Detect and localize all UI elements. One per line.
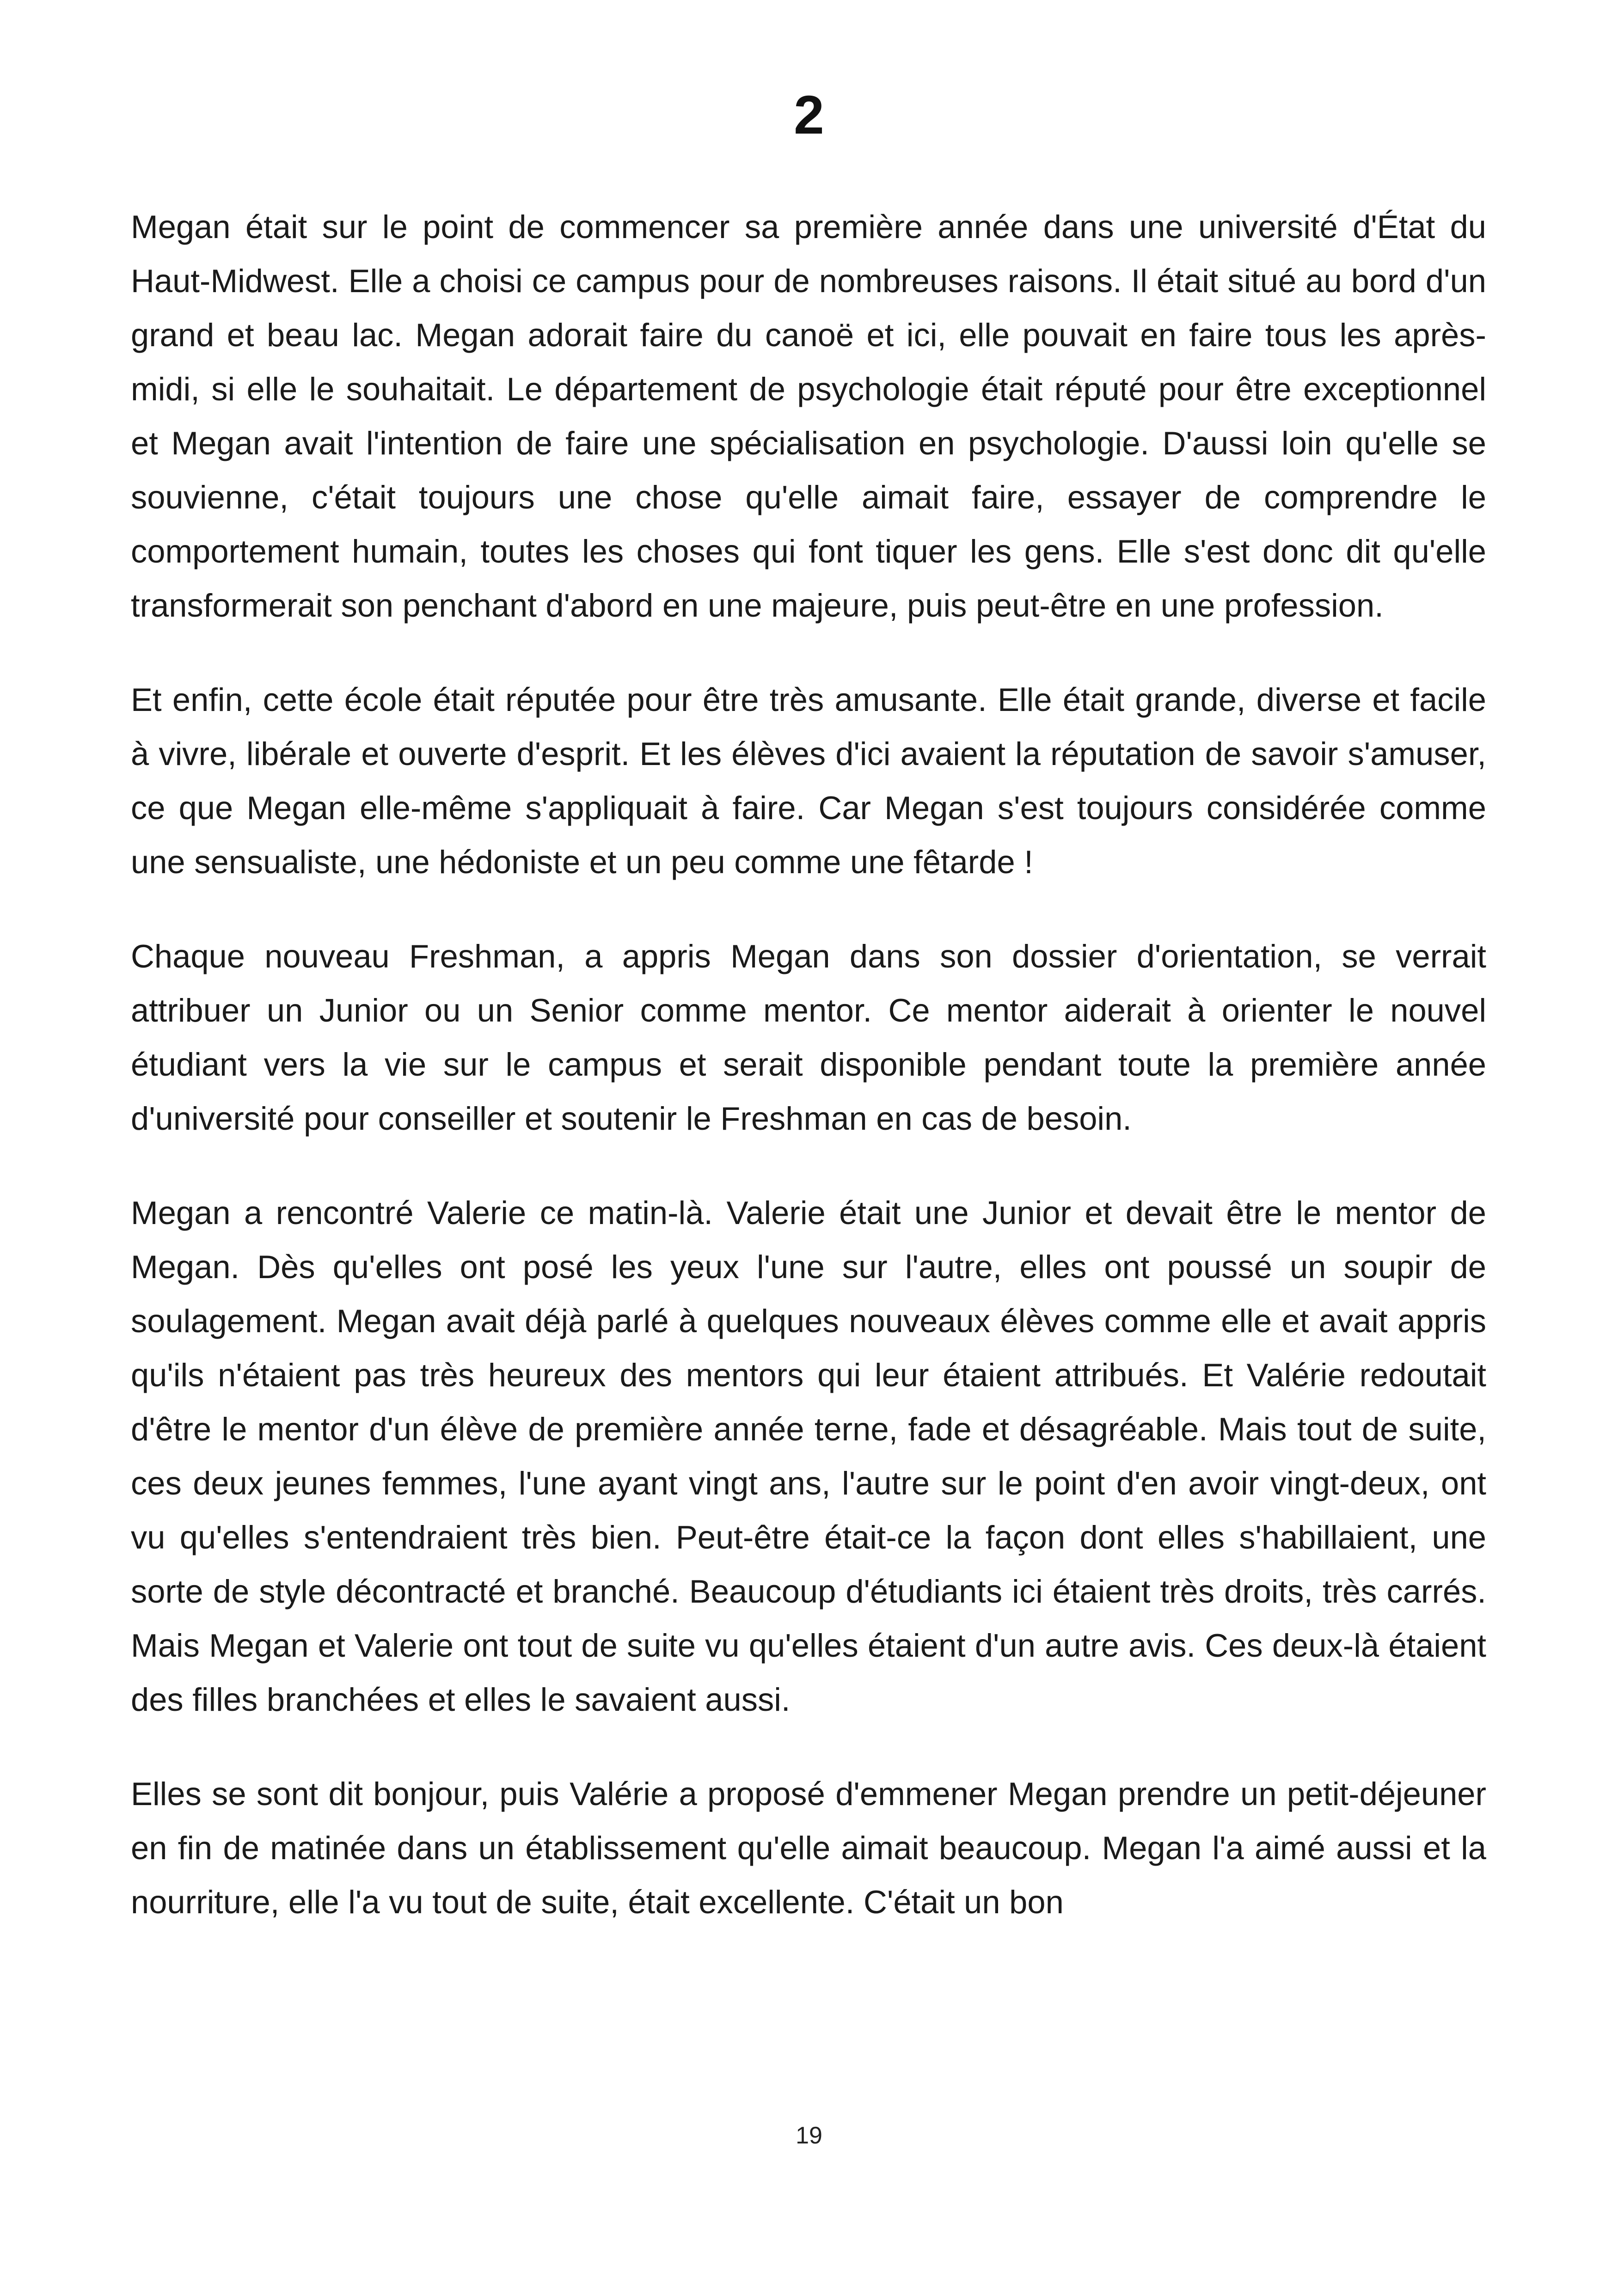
- page-number: 19: [796, 2122, 822, 2149]
- paragraph: Megan était sur le point de commencer sa première année dans une université d'État du Haut-Midwest. Elle a choisi ce campus pour de nombreuses raisons. Il était situé au bord d'un grand et beau lac. Megan adorait faire du canoë et ici, elle pouvait en faire tous les après-midi, si elle le souhaitait. Le département de psychologie était réputé pour être exceptionnel et Megan avait l'intention de faire une spécialisation en psychologie. D'aussi loin qu'elle se souvienne, c'était toujours une chose qu'elle aimait faire, essayer de comprendre le comportement humain, toutes les choses qui font tiquer les gens. Elle s'est donc dit qu'elle transformerait son penchant d'abord en une majeure, puis peut-être en une profession.: [131, 208, 1486, 624]
- paragraph: Megan a rencontré Valerie ce matin-là. Valerie était une Junior et devait être le mentor de Megan. Dès qu'elles ont posé les yeux l'une sur l'autre, elles ont poussé un soupir de soulagement. Megan avait déjà parlé à quelques nouveaux élèves comme elle et avait appris qu'ils n'étaient pas très heureux des mentors qui leur étaient attribués. Et Valérie redoutait d'être le mentor d'un élève de première année terne, fade et désagréable. Mais tout de suite, ces deux jeunes femmes, l'une ayant vingt ans, l'autre sur le point d'en avoir vingt-deux, ont vu qu'elles s'entendraient très bien. Peut-être était-ce la façon dont elles s'habillaient, une sorte de style décontracté et branché. Beaucoup d'étudiants ici étaient très droits, très carrés. Mais Megan et Valerie ont tout de suite vu qu'elles étaient d'un autre avis. Ces deux-là étaient des filles branchées et elles le savaient aussi.: [131, 1194, 1486, 1718]
- paragraph: Chaque nouveau Freshman, a appris Megan dans son dossier d'orientation, se verrait attribuer un Junior ou un Senior comme mentor. Ce mentor aiderait à orienter le nouvel étudiant vers la vie sur le campus et serait disponible pendant toute la première année d'université pour conseiller et soutenir le Freshman en cas de besoin.: [131, 938, 1486, 1137]
- chapter-number: 2: [794, 85, 824, 146]
- body-text: [131, 200, 1486, 1969]
- paragraph: Et enfin, cette école était réputée pour être très amusante. Elle était grande, diverse et facile à vivre, libérale et ouverte d'esprit. Et les élèves d'ici avaient la réputation de savoir s'amuser, ce que Megan elle-même s'appliquait à faire. Car Megan s'est toujours considérée comme une sensualiste, une hédoniste et un peu comme une fêtarde !: [131, 681, 1486, 880]
- paragraph: Elles se sont dit bonjour, puis Valérie a proposé d'emmener Megan prendre un petit-déjeuner en fin de matinée dans un établissement qu'elle aimait beaucoup. Megan l'a aimé aussi et la nourriture, elle l'a vu tout de suite, était excellente. C'était un bon: [131, 1776, 1486, 1920]
